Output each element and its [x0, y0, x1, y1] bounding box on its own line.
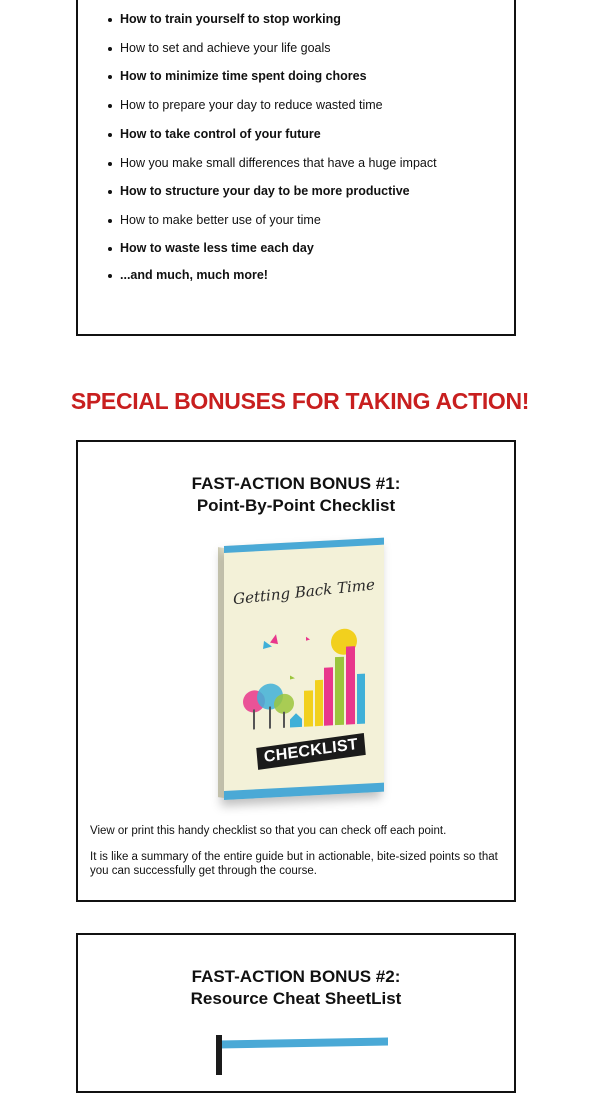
- book-cover: [224, 538, 384, 800]
- features-box: [76, 0, 516, 336]
- bonus-1-description-1: View or print this handy checklist so that you can check off each point.: [90, 825, 447, 837]
- cover-label: CHECKLIST: [256, 733, 366, 770]
- feature-item: How to waste less time each day: [108, 241, 314, 255]
- feature-item: How you make small differences that have a huge impact: [108, 156, 437, 170]
- feature-item: How to take control of your future: [108, 127, 321, 141]
- bonus-card-2: [76, 933, 516, 1093]
- bonus-1-description-2: It is like a summary of the entire guide but in actionable, bite-sized points so that you can successfully get through the course.: [90, 851, 498, 877]
- feature-item: How to minimize time spent doing chores: [108, 69, 367, 83]
- checklist-cover-image: [224, 546, 386, 806]
- bonus-2-title-line1: FAST-ACTION BONUS #2:: [191, 967, 401, 986]
- bonuses-heading: SPECIAL BONUSES FOR TAKING ACTION!: [70, 388, 530, 414]
- city-illustration: [224, 615, 384, 743]
- bonus-1-title-line2: Point-By-Point Checklist: [196, 496, 396, 515]
- bonus-1-title-line1: FAST-ACTION BONUS #1:: [191, 474, 401, 493]
- cover-title: Getting Back Time: [232, 575, 376, 609]
- feature-item: How to prepare your day to reduce wasted time: [108, 98, 383, 112]
- feature-item: ...and much, much more!: [108, 268, 268, 282]
- bonus-2-cover-binding: [216, 1035, 222, 1075]
- bonus-card-1: [76, 440, 516, 902]
- feature-item: How to set and achieve your life goals: [108, 41, 331, 55]
- feature-item: How to structure your day to be more productive: [108, 184, 410, 198]
- bonus-2-title-line2: Resource Cheat SheetList: [190, 989, 402, 1008]
- bonus-2-cover-image: [218, 1038, 388, 1049]
- feature-item: How to train yourself to stop working: [108, 12, 341, 26]
- feature-item: How to make better use of your time: [108, 213, 321, 227]
